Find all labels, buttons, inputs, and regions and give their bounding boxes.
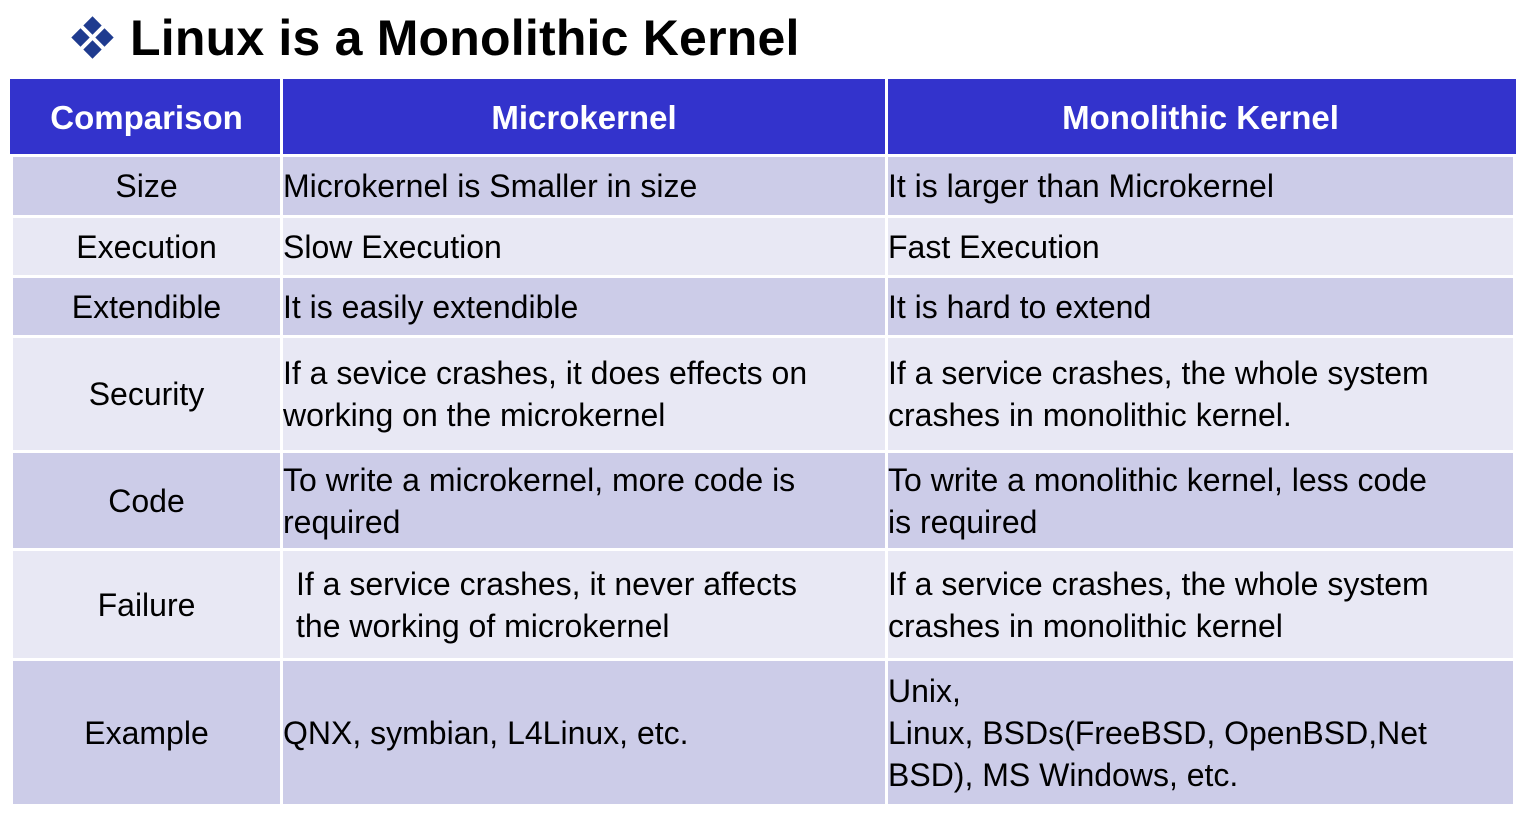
row-label: Code — [12, 452, 282, 550]
microkernel-cell — [282, 217, 887, 277]
microkernel-cell — [282, 277, 887, 337]
cell-line: Slow Execution — [283, 228, 502, 265]
cell-line: It is larger than Microkernel — [888, 168, 1274, 204]
cell-line: If a service crashes, the whole system — [888, 565, 1429, 602]
table-row-failure — [12, 550, 1515, 660]
cell-line: the working of microkernel — [296, 607, 670, 644]
table-row-code — [12, 452, 1515, 550]
cell-line: If a service crashes, the whole system — [888, 355, 1429, 391]
cell-line: QNX, symbian, L4Linux, etc. — [283, 714, 689, 751]
row-label: Execution — [12, 217, 282, 277]
microkernel-cell — [282, 156, 887, 217]
cell-line: It is easily extendible — [283, 288, 579, 325]
table-row-security — [12, 337, 1515, 452]
monolithic-cell — [887, 337, 1515, 452]
diamond-cluster-bullet-icon — [74, 19, 112, 57]
cell-line: If a service crashes, it never affects — [296, 565, 797, 602]
cell-line: is required — [888, 503, 1038, 540]
slide-title-row — [74, 8, 800, 68]
slide-title: Linux is a Monolithic Kernel — [130, 10, 800, 66]
monolithic-cell — [887, 156, 1515, 217]
row-label: Extendible — [12, 277, 282, 337]
cell-line: To write a microkernel, more code is — [283, 461, 796, 498]
cell-line: To write a monolithic kernel, less code — [888, 461, 1427, 498]
row-label: Example — [12, 660, 282, 806]
cell-line: Fast Execution — [888, 228, 1100, 265]
monolithic-cell — [887, 550, 1515, 660]
header-monolithic-kernel: Monolithic Kernel — [887, 81, 1515, 156]
cell-line: required — [283, 503, 401, 540]
table-header-row — [12, 81, 1515, 156]
cell-line: BSD), MS Windows, etc. — [888, 756, 1239, 793]
comparison-table — [10, 79, 1516, 807]
cell-line: crashes in monolithic kernel — [888, 607, 1283, 644]
table-row-example — [12, 660, 1515, 806]
monolithic-cell — [887, 277, 1515, 337]
table-row-execution — [12, 217, 1515, 277]
row-label: Size — [12, 156, 282, 217]
table-row-size — [12, 156, 1515, 217]
microkernel-cell — [282, 550, 887, 660]
cell-line: If a sevice crashes, it does effects on — [283, 355, 808, 391]
row-label: Failure — [12, 550, 282, 660]
cell-line: It is hard to extend — [888, 288, 1152, 325]
cell-line: Microkernel is Smaller in size — [283, 168, 698, 204]
monolithic-cell — [887, 660, 1515, 806]
header-comparison: Comparison — [12, 81, 282, 156]
microkernel-cell — [282, 660, 887, 806]
microkernel-cell — [282, 337, 887, 452]
monolithic-cell — [887, 452, 1515, 550]
row-label: Security — [12, 337, 282, 452]
cell-line: crashes in monolithic kernel. — [888, 397, 1292, 433]
table-row-extendible — [12, 277, 1515, 337]
cell-line: Linux, BSDs(FreeBSD, OpenBSD,Net — [888, 714, 1427, 751]
monolithic-cell — [887, 217, 1515, 277]
microkernel-cell — [282, 452, 887, 550]
header-microkernel: Microkernel — [282, 81, 887, 156]
cell-line: Unix, — [888, 672, 961, 709]
cell-line: working on the microkernel — [283, 397, 666, 433]
